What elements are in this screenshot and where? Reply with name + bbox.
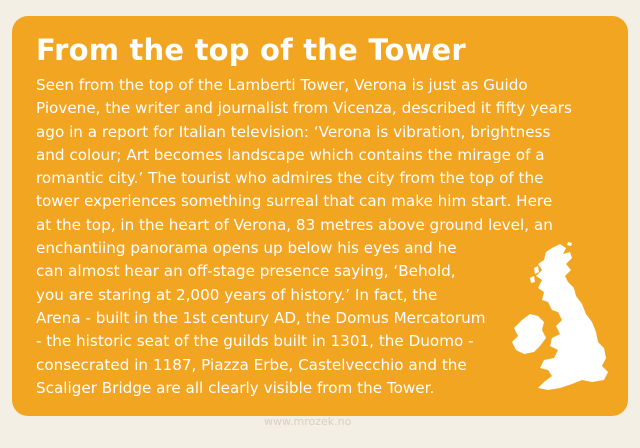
body-line: you are staring at 2,000 years of history.’ In fact, the [36,285,438,304]
body-line: and colour; Art becomes landscape which contains the mirage of a [36,145,545,164]
body-line: at the top, in the heart of Verona, 83 metres above ground level, an [36,215,553,234]
body-line: Scaliger Bridge are all clearly visible from the Tower. [36,378,435,397]
page-title: From the top of the Tower [36,33,466,67]
body-line: Seen from the top of the Lamberti Tower, Verona is just as Guido [36,76,528,94]
body-line: romantic city.’ The tourist who admires the city from the top of the [36,169,544,188]
body-line: Piovene, the writer and journalist from Vicenza, described it fifty years [36,99,572,118]
uk-map-icon [508,242,610,392]
body-line: Arena - built in the 1st century AD, the Domus Mercatorum [36,308,486,327]
body-line: enchantiing panorama opens up below his eyes and he [36,239,457,258]
watermark: www.mrozek.no [264,415,352,428]
body-line: tower experiences something surreal that can make him start. Here [36,192,553,211]
body-line: can almost hear an off-stage presence saying, ‘Behold, [36,262,456,281]
body-line: - the historic seat of the guilds built in 1301, the Duomo - [36,332,474,351]
body-line: consecrated in 1187, Piazza Erbe, Castelvecchio and the [36,355,467,374]
body-line: ago in a report for Italian television: ‘Verona is vibration, brightness [36,122,551,141]
